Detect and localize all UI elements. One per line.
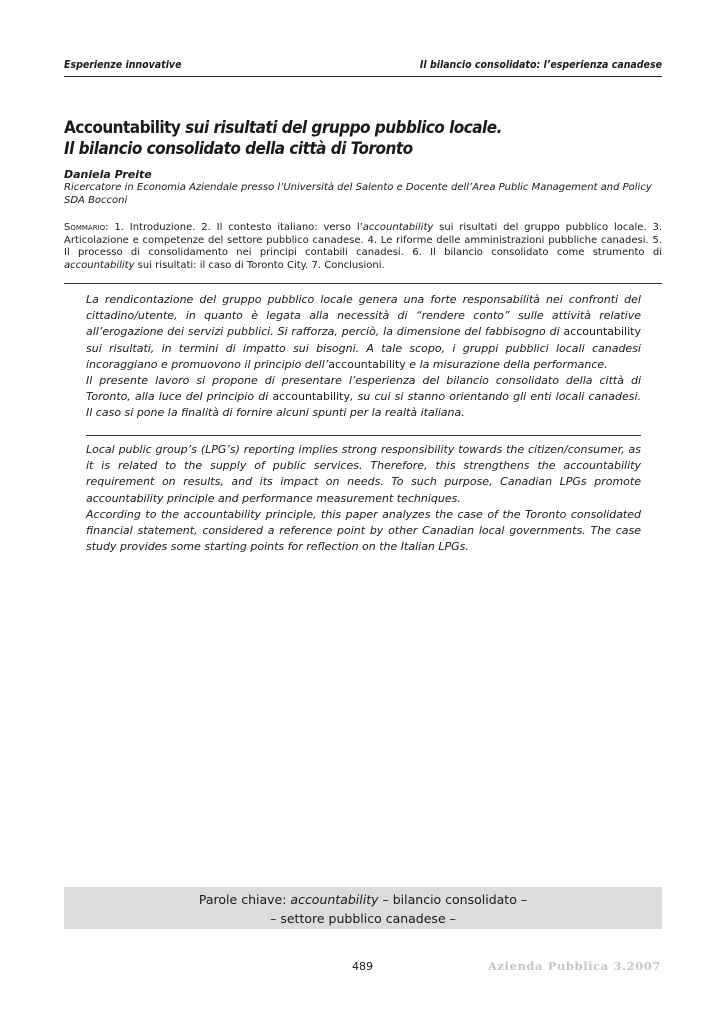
divider-top bbox=[64, 283, 662, 284]
table-of-contents bbox=[64, 222, 662, 272]
abstract-it-text-2: sui risultati, in termini di impatto sui bisogni. A tale scopo, i gruppi pubblici locali canadesi incoraggiano e promuovono il principio dell’ bbox=[86, 341, 641, 371]
abstract-it-term-1: accountability bbox=[563, 325, 641, 339]
abstract-en-paragraph-2: According to the accountability principle, this paper analyzes the case of the Toronto consolidated financial statement, considered a reference point by other Canadian local governments. The case study provides some starting points for reflection on the Italian LPGs. bbox=[86, 507, 641, 554]
abstract-it-text-4: Il presente lavoro si propone di presentare l’esperienza del bilancio consolidato della città di Toronto, alla luce del principio di bbox=[86, 374, 641, 404]
abstract-en-paragraph-1: Local public group’s (LPG’s) reporting implies strong responsibility towards the citizen/consumer, as it is related to the supply of public services. Therefore, this strengthens the accountability requirement on results, and its impact on needs. To such purpose, Canadian LPGs promote accountability principle and performance measurement techniques. bbox=[86, 443, 641, 505]
keyword-1: accountability bbox=[290, 892, 379, 907]
abstract-it-text-5: , su cui si stanno orientando gli enti locali canadesi. Il caso si pone la finalità di fornire alcuni spunti per la realtà italiana. bbox=[86, 390, 641, 420]
running-header bbox=[64, 58, 662, 77]
abstract-it-term-3: accountability bbox=[272, 390, 350, 404]
keywords-line2: – settore pubblico canadese – bbox=[270, 911, 456, 926]
summary-text-1: : 1. Introduzione. 2. Il contesto italiano: verso l’ bbox=[105, 222, 363, 233]
summary-italic-1: accountability bbox=[362, 222, 434, 233]
keywords-label: Parole chiave: bbox=[198, 892, 291, 907]
title-line1-italic: sui risultati del gruppo pubblico locale. bbox=[185, 118, 502, 138]
journal-name: Azienda Pubblica 3.2007 bbox=[487, 959, 661, 973]
author-name: Daniela Preite bbox=[64, 168, 152, 181]
title-line1-normal: Accountability bbox=[64, 118, 186, 138]
summary-text-2: sui risultati del gruppo pubblico locale. 3. Articolazione e competenze del settore pubblico canadese. 4. Le riforme delle amministrazioni pubbliche canadesi. 5. Il processo di consolidamento nei principi contabili canadesi. 6. Il bilancio consolidato come strumento di bbox=[64, 222, 663, 258]
abstract-english bbox=[86, 442, 641, 555]
abstract-it-term-2: accountability bbox=[328, 357, 406, 371]
abstract-it-text-3: e la misurazione della performance. bbox=[405, 357, 608, 371]
page-number: 489 bbox=[352, 960, 373, 973]
keywords-box bbox=[64, 887, 662, 929]
keywords-line1-rest: – bilancio consolidato – bbox=[378, 892, 528, 907]
abstract-it-text-1: La rendicontazione del gruppo pubblico locale genera una forte responsabilità nei confronti del cittadino/utente, in quanto è legata alla necessità di “rendere conto” sulle attività relative all’erogazione dei servizi pubblici. Si rafforza, perciò, la dimensione del fabbisogno di bbox=[86, 293, 641, 339]
abstract-italian bbox=[86, 292, 641, 422]
section-label: Esperienze innovative bbox=[64, 59, 182, 71]
summary-text-3: sui risultati: il caso di Toronto City. 7. Conclusioni. bbox=[134, 259, 385, 271]
divider-middle bbox=[86, 435, 641, 436]
summary-label: Sommario bbox=[64, 222, 106, 233]
running-title: Il bilancio consolidato: l’esperienza canadese bbox=[419, 59, 662, 71]
author-affiliation: Ricercatore in Economia Aziendale presso l’Università del Salento e Docente dell’Area Public Management and Policy SDA Bocconi bbox=[64, 182, 652, 206]
article-title bbox=[64, 118, 604, 160]
title-line2: Il bilancio consolidato della città di Toronto bbox=[64, 139, 413, 159]
summary-italic-2: accountability bbox=[64, 259, 135, 271]
